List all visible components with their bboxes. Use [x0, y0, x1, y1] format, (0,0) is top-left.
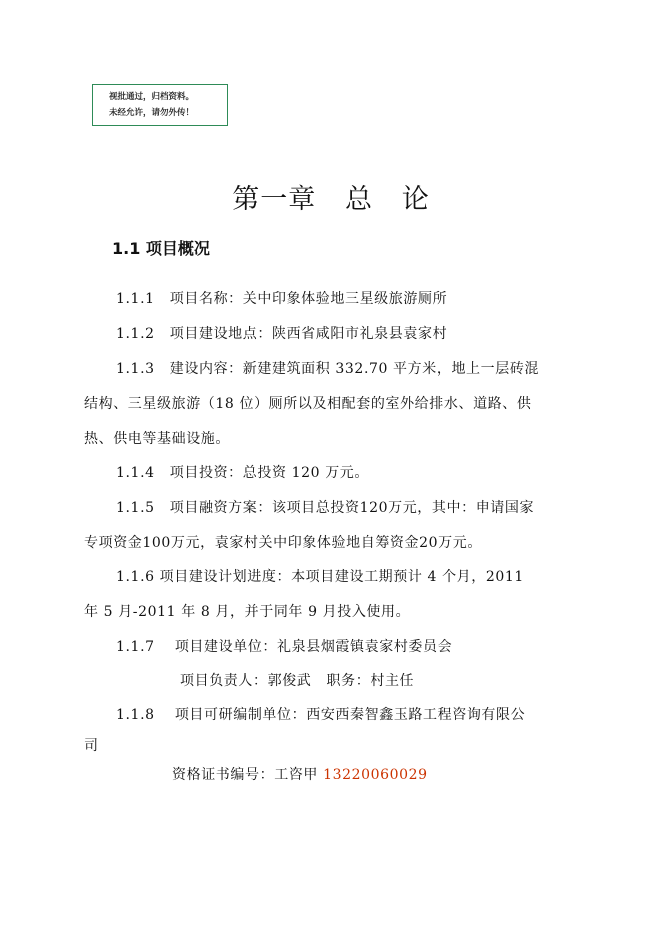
certificate-number: 13220060029 — [323, 767, 428, 783]
item-1-1-1-project-name: 1.1.1 项目名称：关中印象体验地三星级旅游厕所 — [116, 291, 448, 307]
approval-notice-stamp — [92, 84, 228, 126]
item-1-1-7-construction-unit: 1.1.7 项目建设单位：礼泉县烟霞镇袁家村委员会 — [116, 639, 453, 655]
item-1-1-4-investment: 1.1.4 项目投资：总投资 120 万元。 — [116, 465, 369, 481]
project-leader: 项目负责人：郭俊武 职务：村主任 — [180, 673, 415, 689]
notice-line-1: 视批通过，归档资料。 — [109, 92, 195, 102]
item-1-1-3-construction-content: 1.1.3 建设内容：新建建筑面积 332.70 平方米，地上一层砖混 — [116, 361, 540, 377]
item-1-1-3-continued-line-1: 结构、三星级旅游（18 位）厕所以及相配套的室外给排水、道路、供 — [84, 396, 532, 412]
item-1-1-8-continued: 司 — [84, 738, 99, 754]
item-1-1-6-schedule: 1.1.6 项目建设计划进度：本项目建设工期预计 4 个月，2011 — [116, 569, 524, 585]
item-1-1-5-continued: 专项资金100万元，袁家村关中印象体验地自筹资金20万元。 — [84, 535, 482, 551]
item-1-1-5-financing: 1.1.5 项目融资方案：该项目总投资120万元，其中：申请国家 — [116, 500, 535, 516]
chapter-title: 第一章 总 论 — [232, 184, 430, 215]
item-1-1-8-feasibility-unit: 1.1.8 项目可研编制单位：西安西秦智鑫玉路工程咨询有限公 — [116, 707, 526, 723]
item-1-1-3-continued-line-2: 热、供电等基础设施。 — [84, 431, 230, 447]
qualification-certificate — [172, 765, 428, 785]
notice-line-2: 未经允许，请勿外传！ — [109, 108, 195, 118]
section-title: 1.1 项目概况 — [112, 239, 210, 258]
certificate-label: 资格证书编号：工咨甲 — [172, 767, 324, 783]
item-1-1-2-location: 1.1.2 项目建设地点：陕西省咸阳市礼泉县袁家村 — [116, 326, 448, 342]
item-1-1-6-continued: 年 5 月-2011 年 8 月，并于同年 9 月投入使用。 — [84, 604, 411, 620]
